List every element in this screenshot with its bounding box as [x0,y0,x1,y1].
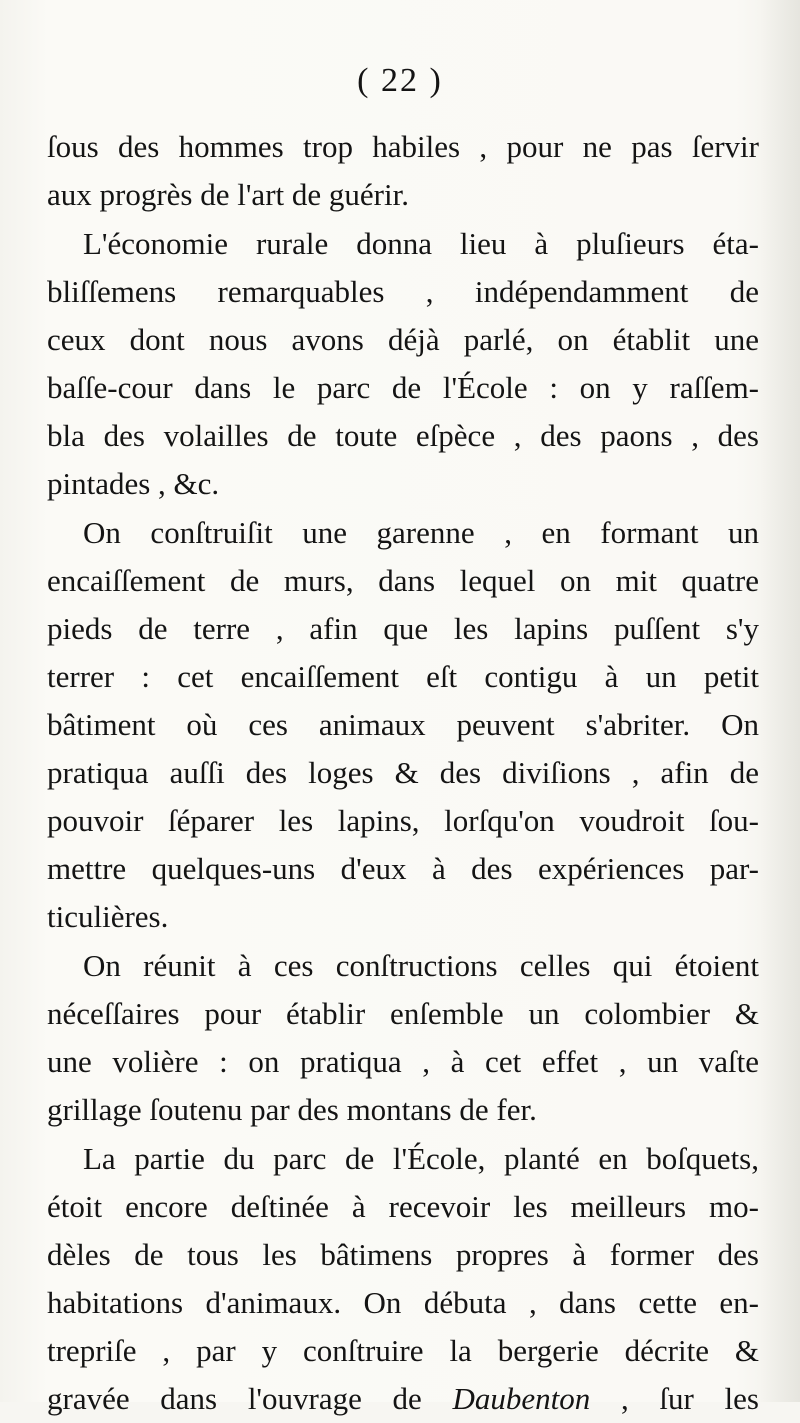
text-line: La partie du parc de l'École, planté en boſquets, [83,1141,759,1176]
text-line: On réunit à ces conſtructions celles qui étoient [83,948,759,983]
author-name: Daubenton [452,1381,591,1416]
text-line: ceux dont nous avons déjà parlé, on établit une [47,322,759,357]
text-line: ticulières. [47,899,169,934]
text-line: aux progrès de l'art de guérir. [47,177,409,212]
body-text [47,123,759,1423]
text-line: terrer : cet encaiſſement eſt contigu à un petit [47,659,759,694]
text-line: pouvoir ſéparer les lapins, lorſqu'on voudroit ſou- [47,803,759,838]
text-line: pratiqua auſſi des loges & des diviſions , afin de [47,755,759,790]
text-line: une volière : on pratiqua , à cet effet , un vaſte [47,1044,759,1079]
text-line: pieds de terre , afin que les lapins puſſent s'y [47,611,759,646]
text-line: dèles de tous les bâtimens propres à former des [47,1237,759,1272]
text-line: mettre quelques-uns d'eux à des expériences par- [47,851,759,886]
text-line: On conſtruiſit une garenne , en formant un [83,515,759,550]
text-line: bla des volailles de toute eſpèce , des paons , des [47,418,759,453]
page-edge-shadow [760,0,800,1402]
text-line: ſous des hommes trop habiles , pour ne pas ſervir [47,129,759,164]
text-line: étoit encore deſtinée à recevoir les meilleurs mo- [47,1189,759,1224]
text-line: gravée dans l'ouvrage de Daubenton , ſur les [47,1381,759,1416]
text-line: trepriſe , par y conſtruire la bergerie décrite & [47,1333,759,1368]
text-line: encaiſſement de murs, dans lequel on mit quatre [47,563,759,598]
text-line: baſſe-cour dans le parc de l'École : on y raſſem- [47,370,759,405]
text-line: bâtiment où ces animaux peuvent s'abriter. On [47,707,759,742]
text-line: L'économie rurale donna lieu à pluſieurs éta- [83,226,759,261]
page-number: ( 22 ) [357,62,443,99]
text-line: bliſſemens remarquables , indépendamment de [47,274,759,309]
text-line: pintades , &c. [47,466,220,501]
text-line: grillage ſoutenu par des montans de fer. [47,1092,537,1127]
text-line: habitations d'animaux. On débuta , dans cette en- [47,1285,759,1320]
text-line: néceſſaires pour établir enſemble un colombier & [47,996,759,1031]
